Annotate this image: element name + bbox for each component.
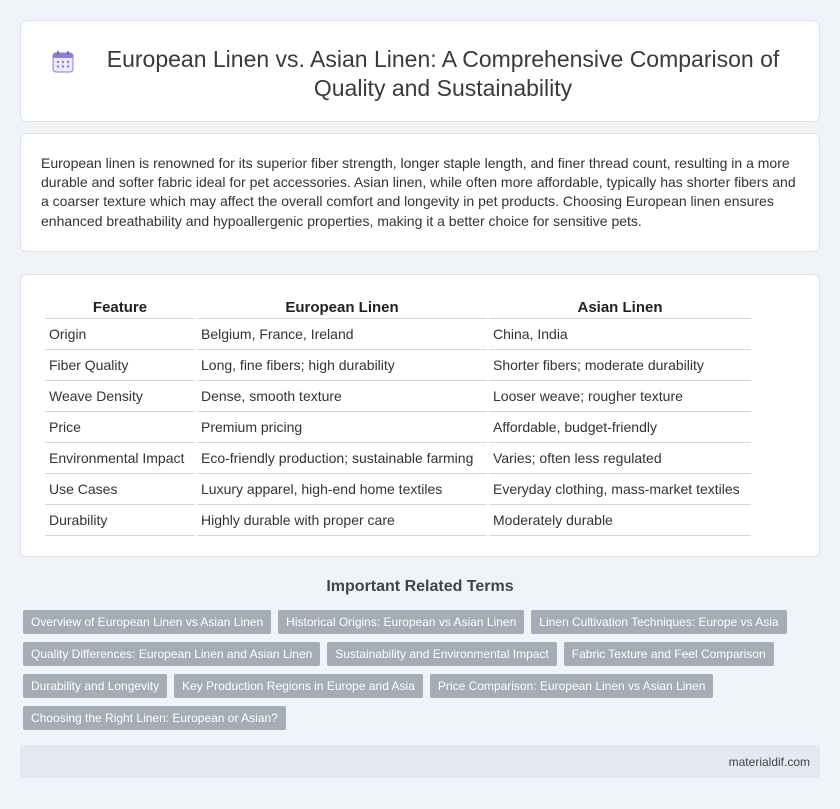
table-cell: Price <box>45 412 195 443</box>
comparison-card <box>20 274 820 557</box>
related-terms-list <box>23 610 823 730</box>
table-cell: Environmental Impact <box>45 443 195 474</box>
related-term-tag[interactable]: Sustainability and Environmental Impact <box>327 642 556 666</box>
table-cell: Durability <box>45 505 195 536</box>
header-card <box>20 20 820 122</box>
related-term-tag[interactable]: Durability and Longevity <box>23 674 167 698</box>
intro-card <box>20 133 820 252</box>
table-cell: Origin <box>45 319 195 350</box>
table-row <box>45 474 751 505</box>
table-cell: Premium pricing <box>197 412 487 443</box>
table-cell: Long, fine fibers; high durability <box>197 350 487 381</box>
page-title: European Linen vs. Asian Linen: A Comprehensive Comparison of Quality and Sustainability <box>106 46 780 101</box>
table-row <box>45 350 751 381</box>
table-cell: Dense, smooth texture <box>197 381 487 412</box>
table-row <box>45 443 751 474</box>
table-cell: Everyday clothing, mass-market textiles <box>489 474 751 505</box>
calendar-icon <box>51 50 75 74</box>
table-cell: Moderately durable <box>489 505 751 536</box>
related-term-tag[interactable]: Key Production Regions in Europe and Asia <box>174 674 423 698</box>
column-header-feature: Feature <box>45 295 195 319</box>
table-row <box>45 381 751 412</box>
intro-paragraph: European linen is renowned for its superior fiber strength, longer staple length, and finer thread count, resulting in a more durable and softer fabric ideal for pet accessories. Asian linen, while often more affordable, typically has shorter fibers and a coarser texture which may affect the overall comfort and longevity in pet products. Choosing European linen ensures enhanced breathability and hypoallergenic properties, making it a better choice for sensitive pets. <box>41 155 796 229</box>
table-header-row <box>45 295 751 319</box>
footer-site-link[interactable]: materialdif.com <box>728 755 810 769</box>
column-header-asian: Asian Linen <box>489 295 751 319</box>
comparison-table <box>43 295 753 536</box>
related-term-tag[interactable]: Price Comparison: European Linen vs Asian Linen <box>430 674 714 698</box>
related-term-tag[interactable]: Quality Differences: European Linen and Asian Linen <box>23 642 320 666</box>
table-cell: Luxury apparel, high-end home textiles <box>197 474 487 505</box>
related-term-tag[interactable]: Linen Cultivation Techniques: Europe vs Asia <box>531 610 786 634</box>
related-term-tag[interactable]: Historical Origins: European vs Asian Linen <box>278 610 524 634</box>
table-cell: Varies; often less regulated <box>489 443 751 474</box>
related-term-tag[interactable]: Fabric Texture and Feel Comparison <box>564 642 774 666</box>
related-term-tag[interactable]: Choosing the Right Linen: European or Asian? <box>23 706 286 730</box>
related-terms-title: Important Related Terms <box>326 578 514 595</box>
table-cell: Belgium, France, Ireland <box>197 319 487 350</box>
table-cell: Fiber Quality <box>45 350 195 381</box>
table-cell: China, India <box>489 319 751 350</box>
table-row <box>45 412 751 443</box>
table-row <box>45 505 751 536</box>
table-cell: Eco-friendly production; sustainable farming <box>197 443 487 474</box>
table-cell: Looser weave; rougher texture <box>489 381 751 412</box>
table-cell: Use Cases <box>45 474 195 505</box>
related-term-tag[interactable]: Overview of European Linen vs Asian Linen <box>23 610 271 634</box>
table-cell: Shorter fibers; moderate durability <box>489 350 751 381</box>
column-header-european: European Linen <box>197 295 487 319</box>
footer <box>20 745 820 778</box>
table-cell: Highly durable with proper care <box>197 505 487 536</box>
table-cell: Affordable, budget-friendly <box>489 412 751 443</box>
table-cell: Weave Density <box>45 381 195 412</box>
table-row <box>45 319 751 350</box>
